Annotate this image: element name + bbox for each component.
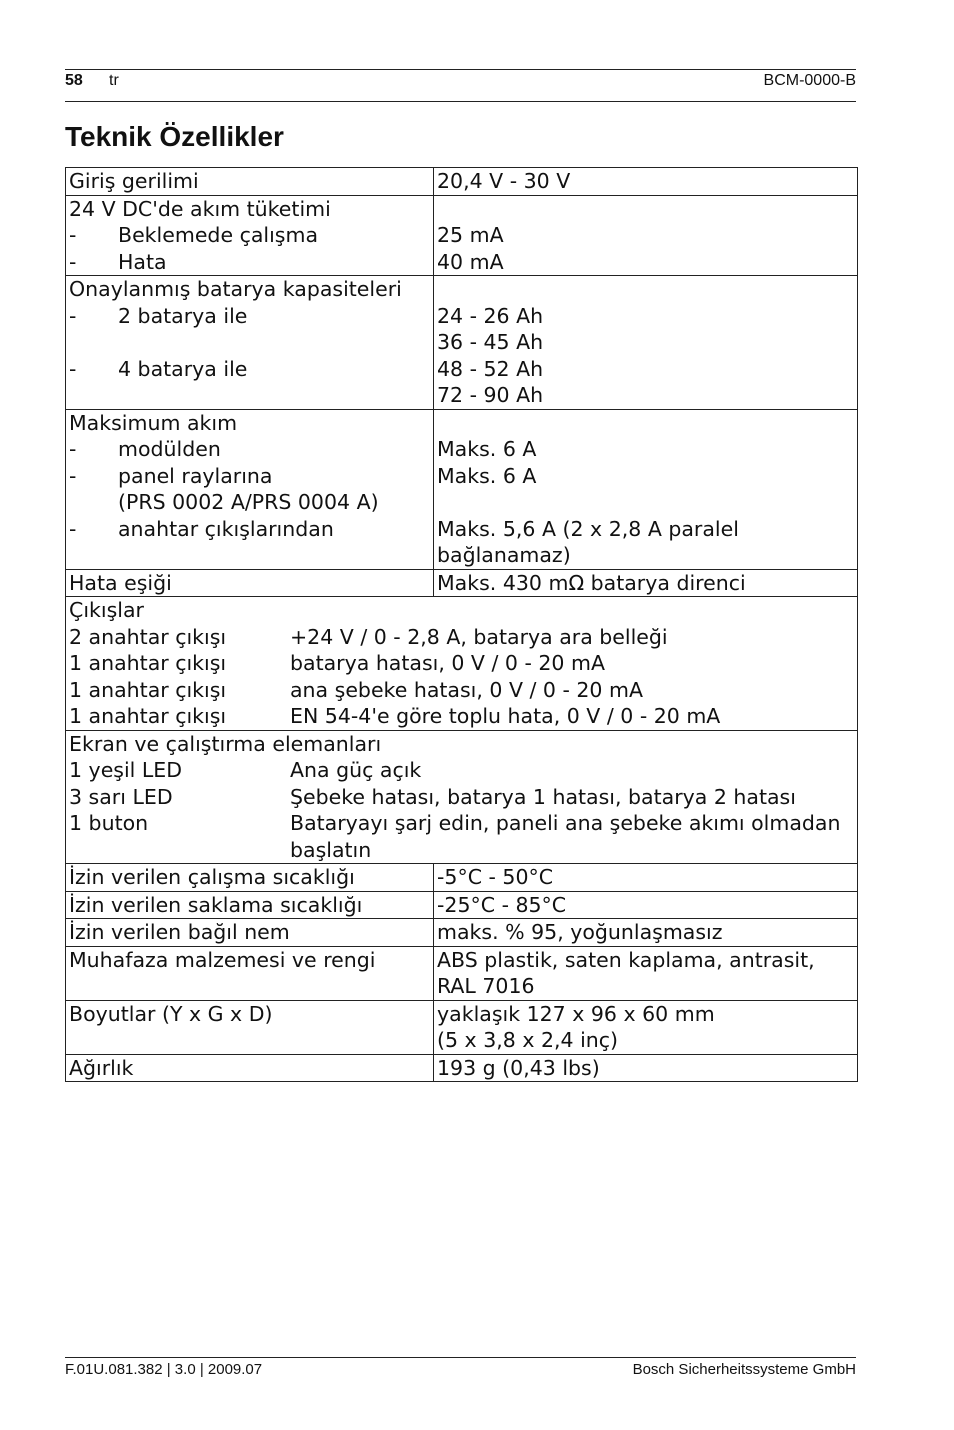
page-footer	[65, 1361, 856, 1383]
display-element-row: 3 sarı LED Şebeke hatası, batarya 1 hatası, batarya 2 hatası	[69, 784, 796, 809]
table-row	[66, 569, 858, 597]
spec-value: 24 - 26 Ah 36 - 45 Ah 48 - 52 Ah 72 - 90 Ah	[434, 276, 858, 410]
output-row: 1 anahtar çıkışı EN 54-4'e göre toplu hata, 0 V / 0 - 20 mA	[69, 704, 721, 728]
language-code: tr	[109, 72, 119, 89]
spec-value: ABS plastik, saten kaplama, antrasit, RAL 7016	[434, 946, 858, 1000]
table-row	[66, 730, 858, 864]
spec-label: Boyutlar (Y x G x D)	[66, 1000, 434, 1054]
company-name: Bosch Sicherheitssysteme GmbH	[632, 1361, 856, 1378]
table-row	[66, 864, 858, 892]
display-element-row: 1 buton Bataryayı şarj edin, paneli ana şebeke akımı olmadan başlatın	[69, 811, 841, 862]
spec-value: -25°C - 85°C	[434, 891, 858, 919]
table-row	[66, 891, 858, 919]
document-info: F.01U.081.382 | 3.0 | 2009.07	[65, 1361, 263, 1378]
spec-value: Maks. 430 mΩ batarya direnci	[434, 569, 858, 597]
table-row	[66, 276, 858, 410]
header-bottom-rule	[65, 101, 856, 102]
spec-label: 24 V DC'de akım tüketimi - Beklemede çalışma - Hata	[66, 195, 434, 276]
spec-value: 20,4 V - 30 V	[434, 168, 858, 196]
table-row	[66, 168, 858, 196]
table-row	[66, 409, 858, 569]
spec-label: İzin verilen bağıl nem	[66, 919, 434, 947]
table-row	[66, 1000, 858, 1054]
spec-label: Hata eşiği	[66, 569, 434, 597]
spec-label: İzin verilen saklama sıcaklığı	[66, 891, 434, 919]
outputs-cell: Çıkışlar 2 anahtar çıkışı +24 V / 0 - 2,8 A, batarya ara belleği 1 anahtar çıkışı batarya hatası, 0 V / 0 - 20 mA 1 anahtar çıkışı ana şebeke hatası, 0 V / 0 - 20 mA 1 anahtar çıkışı EN 54-4'e göre toplu hata, 0 V / 0 - 20 mA	[66, 597, 858, 731]
spec-value: maks. % 95, yoğunlaşmasız	[434, 919, 858, 947]
page-header	[65, 72, 856, 94]
spec-label: Onaylanmış batarya kapasiteleri - 2 batarya ile - 4 batarya ile	[66, 276, 434, 410]
spec-value: -5°C - 50°C	[434, 864, 858, 892]
display-elements-cell: Ekran ve çalıştırma elemanları 1 yeşil LED Ana güç açık 3 sarı LED Şebeke hatası, batarya 1 hatası, batarya 2 hatası 1 buton Bataryayı şarj edin, paneli ana şebeke akımı olmadan başlatın	[66, 730, 858, 864]
footer-rule	[65, 1357, 856, 1358]
spec-value: 193 g (0,43 lbs)	[434, 1054, 858, 1082]
output-row: 1 anahtar çıkışı ana şebeke hatası, 0 V / 0 - 20 mA	[69, 677, 643, 702]
document-code: BCM-0000-B	[763, 72, 856, 89]
spec-label: Ağırlık	[66, 1054, 434, 1082]
spec-label: Muhafaza malzemesi ve rengi	[66, 946, 434, 1000]
table-row	[66, 919, 858, 947]
spec-label: İzin verilen çalışma sıcaklığı	[66, 864, 434, 892]
table-row	[66, 946, 858, 1000]
table-row	[66, 195, 858, 276]
display-element-row: 1 yeşil LED Ana güç açık	[69, 758, 422, 782]
header-top-rule	[65, 69, 856, 70]
table-row	[66, 597, 858, 731]
output-row: 2 anahtar çıkışı +24 V / 0 - 2,8 A, batarya ara belleği	[69, 624, 668, 649]
page-title: Teknik Özellikler	[65, 121, 284, 152]
spec-value: 25 mA 40 mA	[434, 195, 858, 276]
page-number: 58	[65, 72, 83, 89]
table-row	[66, 1054, 858, 1082]
spec-label: Giriş gerilimi	[66, 168, 434, 196]
output-row: 1 anahtar çıkışı batarya hatası, 0 V / 0 - 20 mA	[69, 651, 605, 675]
spec-table	[65, 167, 858, 1082]
spec-value: yaklaşık 127 x 96 x 60 mm (5 x 3,8 x 2,4 inç)	[434, 1000, 858, 1054]
spec-value: Maks. 6 A Maks. 6 A Maks. 5,6 A (2 x 2,8 A paralel bağlanamaz)	[434, 409, 858, 569]
spec-label: Maksimum akım - modülden - panel raylarına (PRS 0002 A/PRS 0004 A) - anahtar çıkışlarından	[66, 409, 434, 569]
